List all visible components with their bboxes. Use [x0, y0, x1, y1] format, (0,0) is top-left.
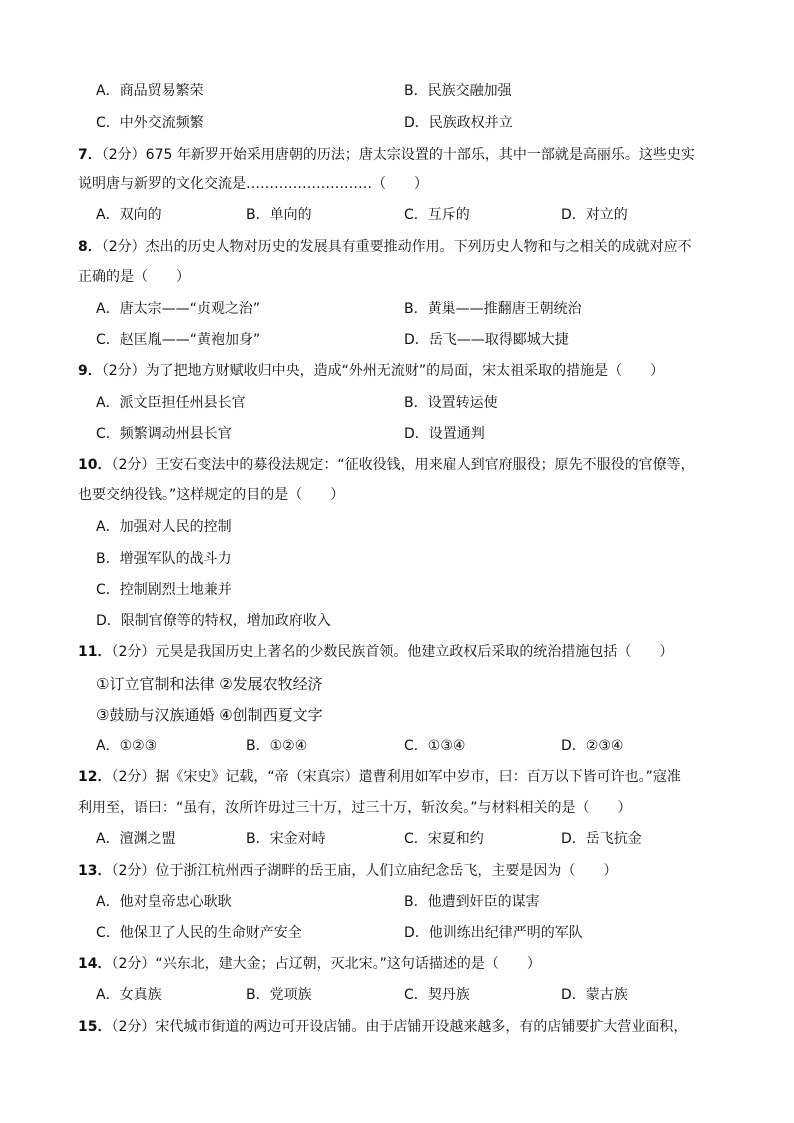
q8-option-d: D．岳飞——取得郾城大捷 — [404, 332, 569, 348]
q11-option-b: B．①②④ — [246, 738, 308, 754]
q7-stem-line1 — [78, 145, 695, 165]
q11-option-a: A．①②③ — [96, 738, 158, 754]
q13-option-c: C．他保卫了人民的生命财产安全 — [96, 925, 302, 941]
q12-stem-line1 — [78, 767, 681, 787]
q12-number: 12． — [78, 769, 112, 785]
q10-number: 10． — [78, 457, 112, 473]
q12-stem-text: （2分）据《宋史》记载，“帝（宋真宗）遣曹利用如军中岁市，曰：百万以下皆可许也。”寇准 — [111, 769, 681, 785]
q7-option-d: D．对立的 — [561, 207, 628, 223]
q7-number: 7． — [78, 147, 102, 163]
q6-option-b: B．民族交融加强 — [404, 83, 512, 99]
q10-option-a: A．加强对人民的控制 — [96, 519, 232, 535]
q6-option-c: C．中外交流频繁 — [96, 115, 204, 131]
q15-stem-text: （2分）宋代城市街道的两边可开设店铺。由于店铺开设越来越多，有的店铺要扩大营业面积， — [111, 1019, 688, 1035]
q10-stem-line2: 也要交纳役钱。”这样规定的目的是（ ） — [78, 487, 345, 503]
q12-option-b: B．宋金对峙 — [246, 831, 326, 847]
q11-statement-line1: ①订立官制和法律 ②发展农牧经济 — [96, 675, 323, 693]
q8-option-b: B．黄巢——推翻唐王朝统治 — [404, 301, 582, 317]
q13-number: 13． — [78, 863, 112, 879]
q10-option-b: B．增强军队的战斗力 — [96, 551, 232, 567]
q6-option-d: D．民族政权并立 — [404, 115, 513, 131]
q8-option-c: C．赵匡胤——“黄袍加身” — [96, 332, 261, 348]
q8-option-a: A．唐太宗——“贞观之治” — [96, 301, 261, 317]
q8-stem-line1 — [78, 237, 692, 257]
q7-option-b: B．单向的 — [246, 207, 312, 223]
q7-option-c: C．互斥的 — [404, 207, 470, 223]
q14-stem-line1 — [78, 954, 541, 974]
q6-option-a: A．商品贸易繁荣 — [96, 83, 204, 99]
q9-option-a: A．派文臣担任州县长官 — [96, 395, 246, 411]
q14-option-d: D．蒙古族 — [561, 987, 628, 1003]
q12-option-d: D．岳飞抗金 — [561, 831, 642, 847]
q13-stem-line1 — [78, 861, 617, 881]
q8-stem-text: （2分）杰出的历史人物对历史的发展具有重要推动作用。下列历史人物和与之相关的成就对应不 — [101, 239, 692, 255]
q7-stem-text: （2分）675 年新罗开始采用唐朝的历法；唐太宗设置的十部乐，其中一部就是高丽乐。这些史实 — [101, 147, 695, 163]
q9-option-b: B．设置转运使 — [404, 395, 498, 411]
q8-stem-line2: 正确的是（ ） — [78, 269, 190, 285]
q11-option-d: D．②③④ — [561, 738, 624, 754]
q8-number: 8． — [78, 239, 102, 255]
q11-number: 11． — [78, 644, 112, 660]
q11-stem-line1 — [78, 642, 673, 662]
q15-number: 15． — [78, 1019, 112, 1035]
q11-option-c: C．①③④ — [404, 738, 466, 754]
q10-stem-text: （2分）王安石变法中的募役法规定：“征收役钱，用来雇人到官府服役；原先不服役的官僚等， — [111, 457, 695, 473]
q12-option-c: C．宋夏和约 — [404, 831, 484, 847]
q9-stem-text: （2分）为了把地方财赋收归中央，造成“外州无流财”的局面，宋太祖采取的措施是（ ） — [101, 363, 665, 379]
q7-option-a: A．双向的 — [96, 207, 162, 223]
q10-option-c: C．控制剧烈土地兼并 — [96, 582, 232, 598]
q10-stem-line1 — [78, 455, 695, 475]
q12-stem-line2: 利用至，语曰：“虽有，汝所许毋过三十万，过三十万，斩汝矣。”与材料相关的是（ ） — [78, 800, 632, 816]
q7-stem-line2: 说明唐与新罗的文化交流是………………………（ ） — [78, 176, 428, 192]
q11-statement-line2: ③鼓励与汉族通婚 ④创制西夏文字 — [96, 706, 323, 724]
q9-option-d: D．设置通判 — [404, 426, 485, 442]
q9-stem-line1 — [78, 361, 664, 381]
q14-option-c: C．契丹族 — [404, 987, 470, 1003]
q13-stem-text: （2分）位于浙江杭州西子湖畔的岳王庙，人们立庙纪念岳飞，主要是因为（ ） — [111, 863, 618, 879]
q14-stem-text: （2分）“兴东北，建大金；占辽朝，灭北宋。”这句话描述的是（ ） — [111, 956, 541, 972]
q13-option-b: B．他遭到奸臣的谋害 — [404, 894, 540, 910]
q12-option-a: A．澶渊之盟 — [96, 831, 176, 847]
q14-option-a: A．女真族 — [96, 987, 162, 1003]
q9-number: 9． — [78, 363, 102, 379]
q13-option-d: D．他训练出纪律严明的军队 — [404, 925, 583, 941]
q11-stem-text: （2分）元昊是我国历史上著名的少数民族首领。他建立政权后采取的统治措施包括（ ） — [111, 644, 674, 660]
q13-option-a: A．他对皇帝忠心耿耿 — [96, 894, 232, 910]
q9-option-c: C．频繁调动州县长官 — [96, 426, 232, 442]
q14-option-b: B．党项族 — [246, 987, 312, 1003]
q10-option-d: D．限制官僚等的特权，增加政府收入 — [96, 613, 331, 629]
q14-number: 14． — [78, 956, 112, 972]
q15-stem-line1 — [78, 1017, 687, 1037]
